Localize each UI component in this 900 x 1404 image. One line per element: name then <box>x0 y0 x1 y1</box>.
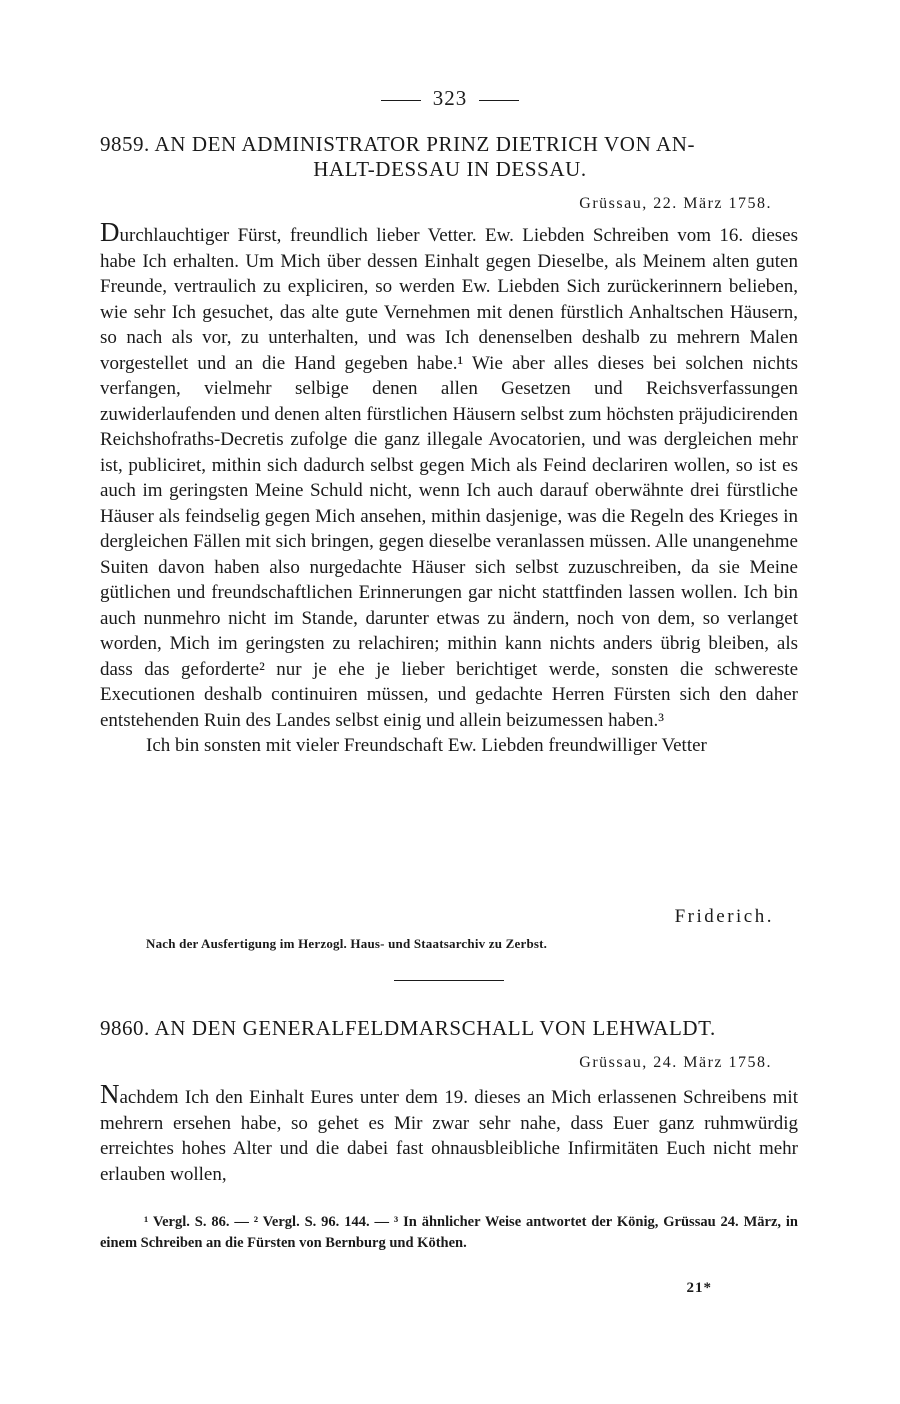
sheet-signature-mark: 21* <box>686 1280 712 1296</box>
letter1-initial: D <box>100 217 120 247</box>
source-note: Nach der Ausfertigung im Herzogl. Haus- und Staatsarchiv zu Zerbst. <box>146 936 548 951</box>
letter1-heading <box>100 132 800 182</box>
letter1-body <box>100 217 798 759</box>
letter2-number: 9860. <box>100 1016 150 1040</box>
letter1-paragraph-1-text: urchlauchtiger Fürst, freundlich lieber Vetter. Ew. Liebden Schreiben vom 16. dieses habe Ich erhalten. Um Mich über dessen Einhalt gegen Dieselbe, als Meinem alten guten Freunde, vertraulich zu expliciren, so werden Ew. Liebden Sich zurückerinnern belieben, wie sehr Ich gesuchet, das alte gute Vernehmen mit denen fürstlich Anhaltschen Häusern, so nach als vor, zu unterhalten, und was Ich denenselben deshalb zu mehrern Malen vorgestellet und an die Hand gegeben habe.¹ Wie aber alles dieses bei solchen nichts verfangen, vielmehr selbige denen allen Gesetzen und Reichsverfassungen zuwiderlaufenden und denen alten fürstlichen Häusern selbst zum höchsten präjudicirenden Reichshofraths-Decretis zufolge die ganz illegale Avocatorien, und was dergleichen mehr ist, publiciret, mithin sich dadurch selbst gegen Mich als Feind declariren wollen, so ist es auch im geringsten Meine Schuld nicht, wenn Ich auch darauf oberwähnte drei fürstliche Häuser als feindselig gegen Mich ansehen, mithin dasjenige, was die Regeln des Krieges in dergleichen Fällen mit sich bringen, gegen dieselbe veranlassen müssen. Alle unangenehme Suiten davon haben also nurgedachte Häuser sich selbst zuzuschreiben, da sie Meine gütlichen und freundschaftlichen Erinnerungen gar nicht stattfinden lassen wollen. Ich bin auch nunmehro nicht im Stande, darunter etwas zu ändern, noch von dem, so verlanget worden, Mich im geringsten zu relachiren; mithin kann nichts anders übrig bleiben, als dass das geforderte² nur je ehe je lieber berichtiget werde, sonsten die schwereste Executionen deshalb continuiren müssen, und gedachte Herren Fürsten sich den daher entstehenden Ruin des Landes selbst einig und allein beizumessen haben.³ <box>100 225 798 731</box>
footnotes: ¹ Vergl. S. 86. — ² Vergl. S. 96. 144. — ³ In ähnlicher Weise antwortet der König, Grüssau 24. März, in einem Schreiben an die Fürsten von Bernburg und Köthen. <box>100 1214 798 1251</box>
letter1-heading-line1: AN DEN ADMINISTRATOR PRINZ DIETRICH VON AN- <box>154 132 696 156</box>
letter2-body <box>100 1079 798 1187</box>
header-dash-right <box>479 100 519 101</box>
header-dash-left <box>381 100 421 101</box>
signature: Friderich. <box>674 906 774 927</box>
letter2-heading-text: AN DEN GENERALFELDMARSCHALL VON LEHWALDT. <box>154 1016 716 1040</box>
letter1-number: 9859. <box>100 132 150 156</box>
page-number: 323 <box>432 86 468 110</box>
letter1-paragraph-2: Ich bin sonsten mit vieler Freundschaft Ew. Liebden freundwilliger Vetter <box>146 735 707 756</box>
letter2-paragraph-1-text: achdem Ich den Einhalt Eures unter dem 19. dieses an Mich erlassenen Schreibens mit mehrern ersehen habe, so gehet es Mir zwar sehr nahe, dass Euer ganz ruhmwürdig erreichtes hohes Alter und die dabei fast ohnausbleibliche Infirmitäten Euch nicht mehr erlauben wollen, <box>100 1087 798 1185</box>
letter2-paragraph-1 <box>100 1079 798 1187</box>
section-divider <box>394 980 504 981</box>
letter2-dateline: Grüssau, 24. März 1758. <box>579 1054 772 1071</box>
letter2-initial: N <box>100 1079 120 1109</box>
letter2-heading <box>100 1016 800 1041</box>
page-header <box>0 86 900 111</box>
letter1-dateline: Grüssau, 22. März 1758. <box>579 195 772 212</box>
letter1-paragraph-1 <box>100 217 798 733</box>
letter1-heading-line2: HALT-DESSAU IN DESSAU. <box>313 157 587 181</box>
